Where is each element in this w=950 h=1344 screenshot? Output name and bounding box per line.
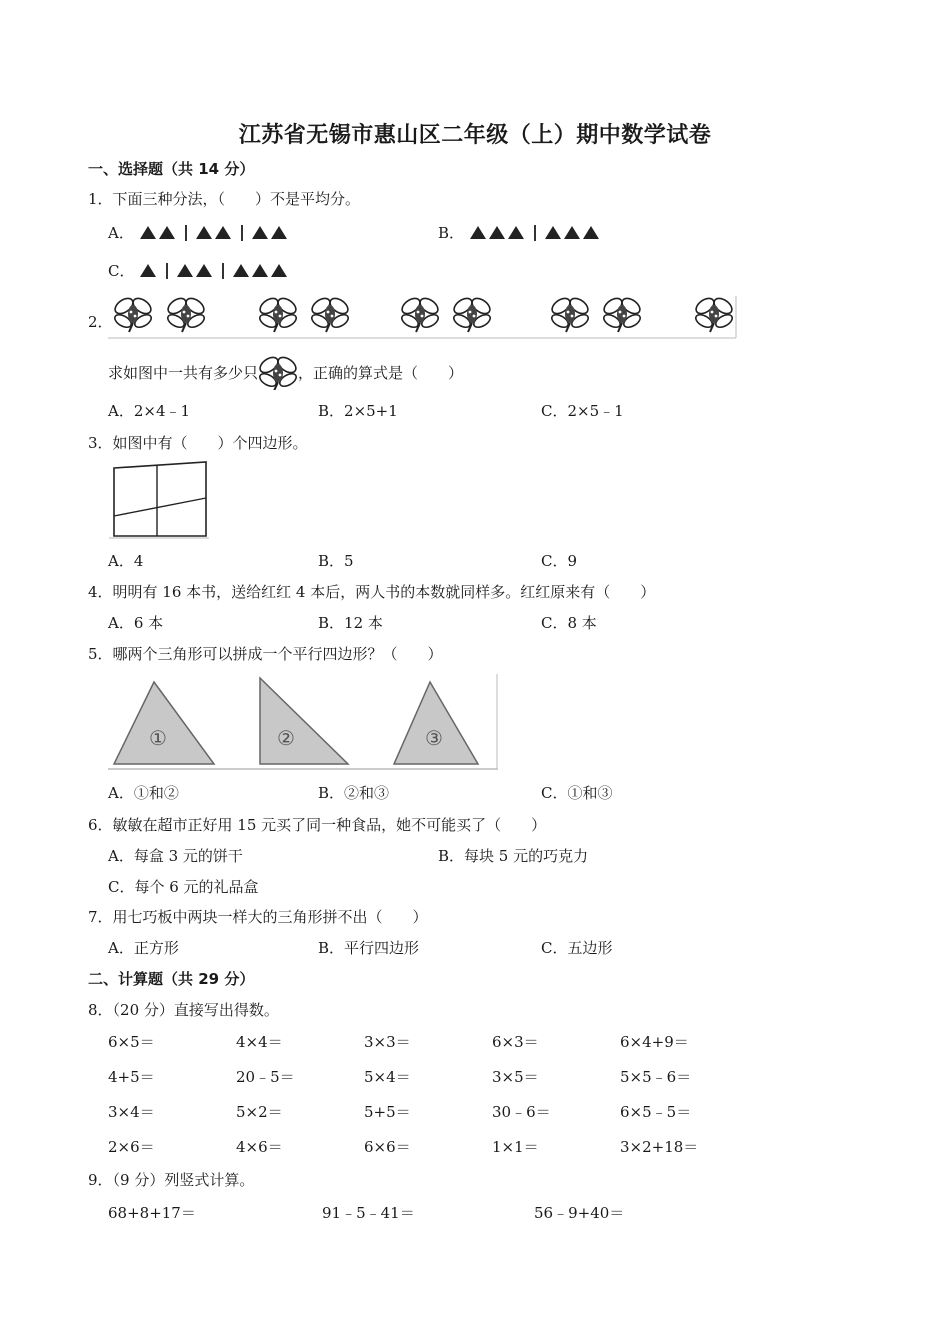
question-5-text: 5．哪两个三角形可以拼成一个平行四边形？（ ） (88, 645, 443, 663)
triangle-icon (271, 264, 287, 277)
dragonfly-icon (451, 295, 492, 332)
calc-item: 6×6＝ (364, 1138, 411, 1156)
question-6-text: 6．敏敏在超市正好用 15 元买了同一种食品，她不可能买了（ ） (88, 816, 547, 834)
triangle-group-c (140, 263, 290, 279)
calc-item: 6×3＝ (492, 1033, 539, 1051)
question-3-option-b[interactable]: B．5 (318, 552, 354, 570)
triangle-icon (196, 264, 212, 277)
question-4-text: 4．明明有 16 本书，送给红红 4 本后，两人书的本数就同样多。红红原来有（ ） (88, 583, 656, 601)
calc-item: 6×4+9＝ (620, 1033, 689, 1051)
option-c-label: C． (108, 262, 135, 280)
question-7-option-b[interactable]: B．平行四边形 (318, 939, 420, 957)
question-6-option-c[interactable]: C．每个 6 元的礼品盒 (108, 878, 259, 896)
divider-bar (534, 225, 536, 241)
question-3-option-a[interactable]: A．4 (108, 552, 144, 570)
triangle-2-label: ② (277, 726, 295, 750)
question-8-text: 8．（20 分）直接写出得数。 (88, 1001, 279, 1019)
triangle-group-a (140, 225, 290, 241)
question-1-option-a[interactable] (108, 222, 290, 243)
triangle-icon (252, 226, 268, 239)
question-7-option-c[interactable]: C．五边形 (541, 939, 613, 957)
calc-item: 3×3＝ (364, 1033, 411, 1051)
question-4-option-b[interactable]: B．12 本 (318, 614, 383, 632)
dragonfly-icon (309, 295, 350, 332)
triangle-icon (508, 226, 524, 239)
calc-item: 5×4＝ (364, 1068, 411, 1086)
dragonfly-icon (693, 295, 734, 332)
triangle-1-label: ① (149, 726, 167, 750)
vertical-calc-item: 56﹣9+40＝ (534, 1204, 625, 1222)
calc-item: 1×1＝ (492, 1138, 539, 1156)
divider-bar (241, 225, 243, 241)
calc-item: 5+5＝ (364, 1103, 411, 1121)
triangle-icon (159, 226, 175, 239)
calc-item: 4×4＝ (236, 1033, 283, 1051)
dragonfly-icon (258, 356, 298, 390)
calc-item: 5×5﹣6＝ (620, 1068, 692, 1086)
triangle-group-b (470, 225, 602, 241)
question-7-option-a[interactable]: A．正方形 (108, 939, 179, 957)
triangle-icon (545, 226, 561, 239)
question-4-option-a[interactable]: A．6 本 (108, 614, 164, 632)
calc-item: 3×2+18＝ (620, 1138, 699, 1156)
question-2-option-c[interactable]: C．2×5﹣1 (541, 402, 624, 420)
calc-item: 4×6＝ (236, 1138, 283, 1156)
dragonfly-icon (112, 295, 153, 332)
triangle-icon (564, 226, 580, 239)
question-1-option-c[interactable] (108, 260, 290, 281)
dragonfly-figure (108, 294, 738, 340)
triangle-2 (260, 678, 348, 764)
question-2-text-before: 求如图中一共有多少只 (108, 364, 259, 382)
question-2-option-a[interactable]: A．2×4﹣1 (108, 402, 191, 420)
triangle-icon (215, 226, 231, 239)
calc-item: 3×4＝ (108, 1103, 155, 1121)
calc-item: 3×5＝ (492, 1068, 539, 1086)
divider-bar (166, 263, 168, 279)
dragonfly-icon (165, 295, 206, 332)
calc-item: 5×2＝ (236, 1103, 283, 1121)
question-5-option-b[interactable]: B．②和③ (318, 784, 390, 802)
triangle-icon (196, 226, 212, 239)
divider-bar (222, 263, 224, 279)
dragonfly-icon (601, 295, 642, 332)
section-heading-choice: 一、选择题（共 14 分） (88, 160, 255, 178)
triangle-3-label: ③ (425, 726, 443, 750)
vertical-calc-item: 68+8+17＝ (108, 1204, 196, 1222)
question-1-text: 1．下面三种分法，（ ）不是平均分。 (88, 190, 361, 208)
question-5-option-a[interactable]: A．①和② (108, 784, 179, 802)
page-title: 江苏省无锡市惠山区二年级（上）期中数学试卷 (238, 123, 712, 148)
dragonfly-icon (549, 295, 590, 332)
triangle-icon (177, 264, 193, 277)
section-heading-calc: 二、计算题（共 29 分） (88, 970, 255, 988)
triangle-icon (271, 226, 287, 239)
triangle-icon (489, 226, 505, 239)
calc-item: 20﹣5＝ (236, 1068, 295, 1086)
triangle-icon (583, 226, 599, 239)
question-2-text (108, 362, 463, 383)
question-3-option-c[interactable]: C．9 (541, 552, 578, 570)
question-5-option-c[interactable]: C．①和③ (541, 784, 613, 802)
calc-item: 30﹣6＝ (492, 1103, 551, 1121)
quadrilateral-figure (108, 460, 210, 540)
question-2-text-after: ，正确的算式是（ ） (298, 364, 464, 382)
calc-item: 4+5＝ (108, 1068, 155, 1086)
triangle-icon (252, 264, 268, 277)
question-2-option-b[interactable]: B．2×5+1 (318, 402, 398, 420)
triangle-icon (140, 226, 156, 239)
vertical-calc-item: 91﹣5﹣41＝ (322, 1204, 415, 1222)
triangle-1 (114, 682, 214, 764)
triangle-icon (470, 226, 486, 239)
calc-item: 2×6＝ (108, 1138, 155, 1156)
divider-bar (185, 225, 187, 241)
question-7-text: 7．用七巧板中两块一样大的三角形拼不出（ ） (88, 908, 428, 926)
triangle-icon (233, 264, 249, 277)
question-1-option-b[interactable] (438, 222, 602, 243)
question-2-number: 2． (88, 313, 113, 331)
calc-item: 6×5＝ (108, 1033, 155, 1051)
question-6-option-b[interactable]: B．每块 5 元的巧克力 (438, 847, 589, 865)
question-3-text: 3．如图中有（ ）个四边形。 (88, 434, 308, 452)
dragonfly-icon (257, 295, 298, 332)
triangles-figure (108, 672, 500, 772)
option-a-label: A． (108, 224, 134, 242)
triangle-3 (394, 682, 478, 764)
dragonfly-icon (399, 295, 440, 332)
triangle-icon (140, 264, 156, 277)
question-6-option-a[interactable]: A．每盒 3 元的饼干 (108, 847, 243, 865)
calc-item: 6×5﹣5＝ (620, 1103, 692, 1121)
question-4-option-c[interactable]: C．8 本 (541, 614, 597, 632)
option-b-label: B． (438, 224, 465, 242)
question-9-text: 9．（9 分）列竖式计算。 (88, 1171, 255, 1189)
